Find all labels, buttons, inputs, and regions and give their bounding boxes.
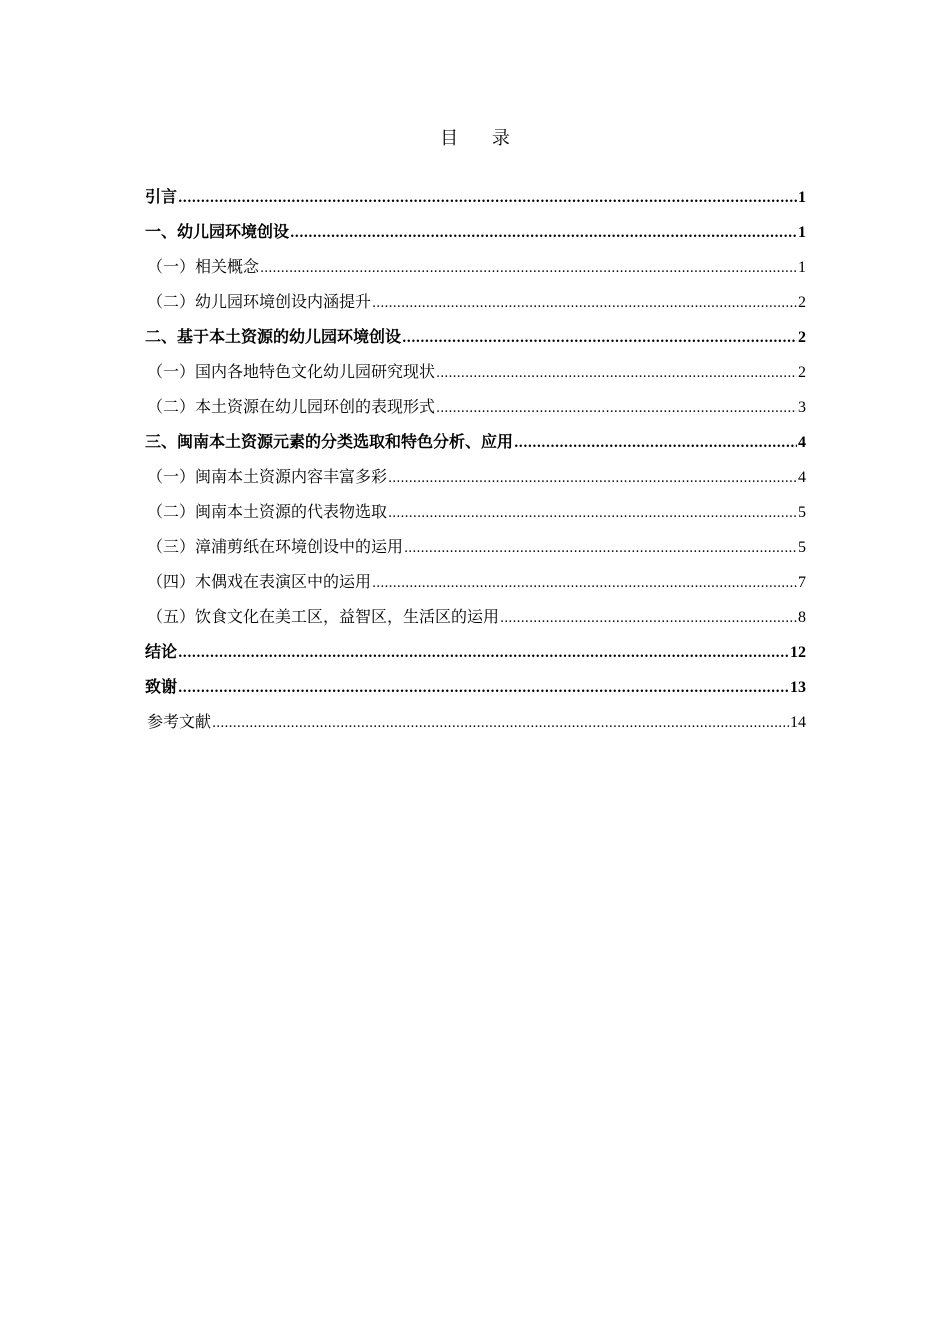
toc-entry-page: 7	[798, 574, 806, 591]
toc-leader-dots	[388, 506, 797, 521]
toc-leader-dots	[388, 471, 797, 486]
toc-leader-dots	[404, 541, 797, 556]
toc-entry[interactable]	[145, 464, 806, 499]
toc-entry-label: （三）漳浦剪纸在环境创设中的运用	[147, 537, 404, 556]
toc-entry[interactable]	[145, 604, 806, 639]
toc-entry[interactable]	[145, 674, 806, 709]
toc-leader-dots	[178, 646, 789, 661]
toc-entry-label: 结论	[145, 642, 178, 661]
toc-entry-label: （一）国内各地特色文化幼儿园研究现状	[147, 362, 436, 381]
toc-entry-label: （五）饮食文化在美工区，益智区，生活区的运用	[147, 607, 500, 626]
toc-entry[interactable]	[145, 359, 806, 394]
toc-entry[interactable]	[145, 534, 806, 569]
toc-entry-page: 12	[790, 644, 806, 661]
toc-entry-label: （一）闽南本土资源内容丰富多彩	[147, 467, 388, 486]
toc-entry-page: 5	[798, 504, 806, 521]
toc-entry[interactable]	[145, 429, 806, 464]
toc-entry-page: 1	[798, 224, 806, 241]
toc-entry-label: （四）木偶戏在表演区中的运用	[147, 572, 372, 591]
toc-entry-page: 3	[798, 399, 806, 416]
toc-entry-page: 2	[798, 364, 806, 381]
toc-leader-dots	[500, 611, 797, 626]
toc-leader-dots	[436, 401, 797, 416]
toc-entry-page: 1	[798, 259, 806, 276]
toc-entry-label: 参考文献	[147, 712, 212, 731]
table-of-contents	[145, 184, 806, 744]
toc-entry-label: （二）幼儿园环境创设内涵提升	[147, 292, 372, 311]
toc-leader-dots	[260, 261, 797, 276]
toc-entry-page: 4	[798, 434, 806, 451]
toc-leader-dots	[402, 331, 797, 346]
toc-entry-page: 8	[798, 609, 806, 626]
toc-entry-page: 2	[798, 294, 806, 311]
toc-leader-dots	[178, 191, 797, 206]
toc-entry[interactable]	[145, 569, 806, 604]
toc-entry-page: 13	[790, 679, 806, 696]
toc-entry-label: 三、闽南本土资源元素的分类选取和特色分析、应用	[145, 432, 514, 451]
toc-leader-dots	[178, 681, 789, 696]
toc-entry-label: 致谢	[145, 677, 178, 696]
toc-entry[interactable]	[145, 499, 806, 534]
toc-entry[interactable]	[145, 639, 806, 674]
toc-entry[interactable]	[145, 709, 806, 744]
toc-leader-dots	[290, 226, 797, 241]
toc-entry[interactable]	[145, 324, 806, 359]
toc-leader-dots	[514, 436, 797, 451]
toc-entry-label: 二、基于本土资源的幼儿园环境创设	[145, 327, 402, 346]
toc-leader-dots	[212, 716, 789, 731]
toc-entry[interactable]	[145, 394, 806, 429]
toc-entry-label: （一）相关概念	[147, 257, 260, 276]
toc-entry-label: 引言	[145, 187, 178, 206]
toc-entry-page: 5	[798, 539, 806, 556]
toc-entry-label: 一、幼儿园环境创设	[145, 222, 290, 241]
toc-entry[interactable]	[145, 289, 806, 324]
toc-leader-dots	[372, 576, 797, 591]
toc-entry-label: （二）本土资源在幼儿园环创的表现形式	[147, 397, 436, 416]
toc-entry-page: 4	[798, 469, 806, 486]
toc-entry-page: 14	[790, 714, 806, 731]
toc-entry[interactable]	[145, 184, 806, 219]
toc-leader-dots	[372, 296, 797, 311]
toc-title: 目 录	[440, 128, 524, 149]
toc-entry[interactable]	[145, 219, 806, 254]
toc-entry[interactable]	[145, 254, 806, 289]
toc-entry-page: 1	[798, 189, 806, 206]
toc-leader-dots	[436, 366, 797, 381]
toc-entry-page: 2	[798, 329, 806, 346]
toc-entry-label: （二）闽南本土资源的代表物选取	[147, 502, 388, 521]
